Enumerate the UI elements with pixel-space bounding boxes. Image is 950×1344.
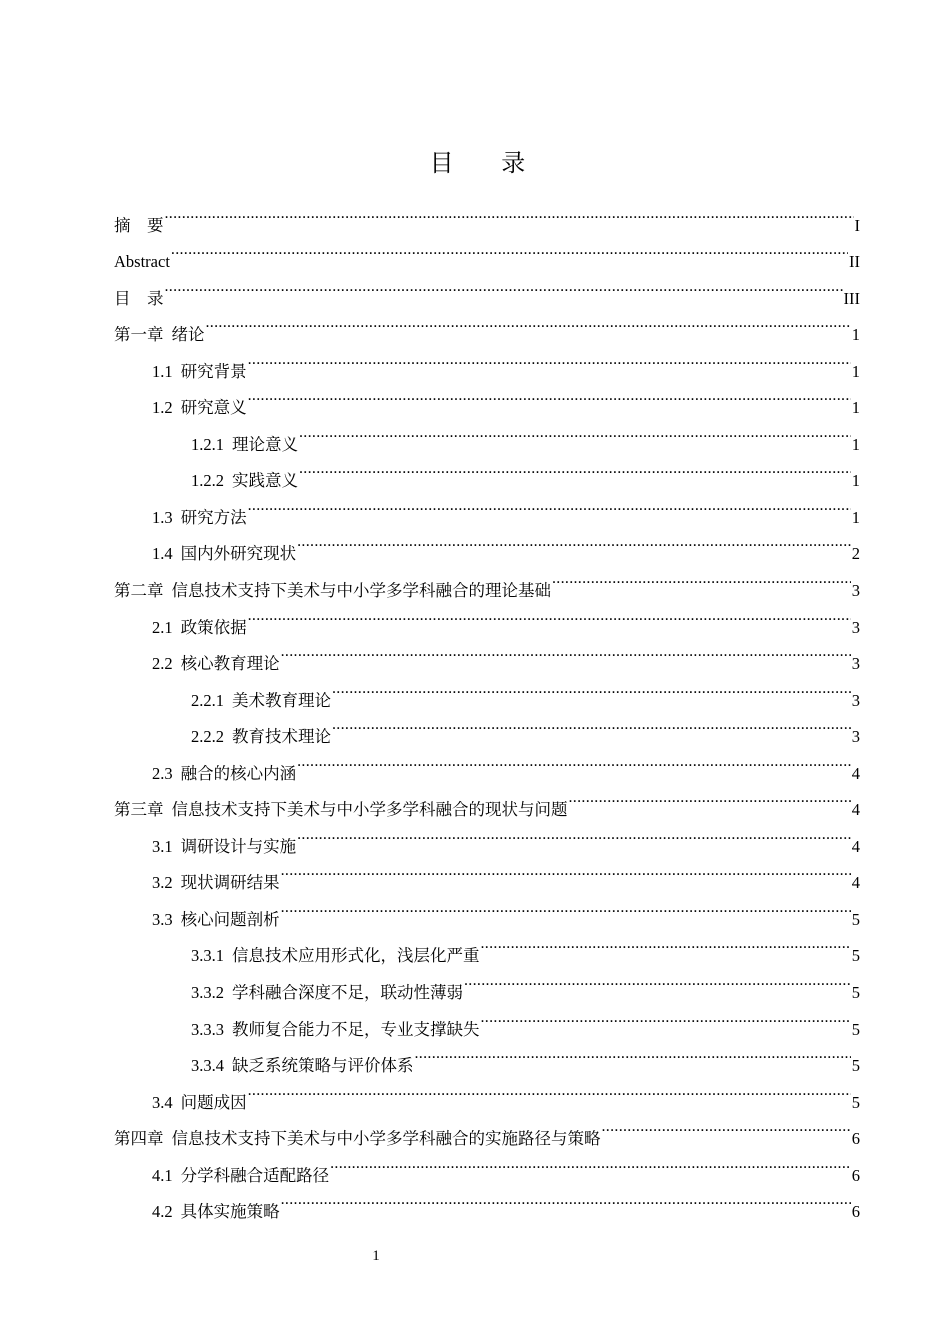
toc-entry[interactable] (114, 231, 860, 272)
toc-entry-page: 4 (851, 763, 860, 783)
toc-entry-label: 美术教育理论 (232, 690, 331, 710)
toc-entry-label: 国内外研究现状 (180, 544, 297, 564)
toc-dot-leader (206, 304, 851, 341)
toc-entry-number: 3.3.4 (191, 1056, 224, 1076)
toc-dot-leader (481, 998, 851, 1035)
toc-entry-number: 1.2 (152, 398, 173, 418)
toc-entry[interactable] (114, 194, 860, 235)
toc-entry-label: 调研设计与实施 (180, 836, 297, 856)
toc-entry[interactable] (114, 267, 860, 308)
toc-entry-number: 2.3 (152, 763, 173, 783)
toc-dot-leader (248, 340, 851, 377)
toc-entry-label: 政策依据 (180, 617, 247, 637)
toc-entry-label: 核心教育理论 (180, 654, 280, 674)
toc-entry-number: 第二章 (114, 581, 164, 601)
toc-entry-number: 1.2.2 (191, 471, 224, 491)
toc-list (114, 194, 860, 1222)
toc-entry-page: 3 (851, 727, 860, 747)
toc-entry-number: 2.2.1 (191, 690, 224, 710)
toc-dot-leader (569, 779, 851, 816)
toc-entry-label: Abstract (114, 252, 170, 272)
toc-dot-leader (248, 486, 851, 523)
toc-entry-page: 5 (851, 983, 860, 1003)
toc-dot-leader (165, 194, 854, 231)
toc-dot-leader (552, 559, 851, 596)
toc-entry-number: 3.3.1 (191, 946, 224, 966)
toc-entry-number: 第三章 (114, 800, 164, 820)
toc-dot-leader (281, 852, 851, 889)
toc-entry-label: 理论意义 (232, 434, 298, 454)
toc-dot-leader (281, 888, 851, 925)
toc-dot-leader (481, 925, 851, 962)
toc-entry-page: 5 (851, 1092, 860, 1112)
toc-entry-number: 1.3 (152, 507, 173, 527)
toc-dot-leader (297, 742, 851, 779)
toc-dot-leader (297, 523, 851, 560)
toc-entry-page: 4 (851, 873, 860, 893)
toc-entry-number: 4.1 (152, 1165, 173, 1185)
toc-entry-label: 研究背景 (180, 361, 247, 381)
toc-entry-page: 2 (851, 544, 860, 564)
toc-entry-label: 核心问题剖析 (180, 909, 280, 929)
toc-entry-number: 3.3.2 (191, 983, 224, 1003)
toc-entry-number: 4.2 (152, 1202, 173, 1222)
toc-entry-number: 3.1 (152, 836, 173, 856)
toc-entry-label: 现状调研结果 (180, 873, 280, 893)
toc-entry-label: 绪论 (171, 325, 205, 345)
toc-dot-leader (165, 267, 843, 304)
toc-entry-label: 缺乏系统策略与评价体系 (232, 1056, 414, 1076)
toc-entry-number: 2.2 (152, 654, 173, 674)
toc-dot-leader (299, 413, 851, 450)
toc-dot-leader (299, 450, 851, 487)
toc-entry-page: II (849, 252, 860, 272)
toc-entry-label: 教师复合能力不足，专业支撑缺失 (232, 1019, 480, 1039)
toc-entry[interactable] (114, 1035, 860, 1076)
toc-entry-label: 教育技术理论 (232, 727, 331, 747)
toc-entry[interactable] (114, 998, 860, 1039)
toc-entry-label: 信息技术支持下美术与中小学多学科融合的实施路径与策略 (171, 1129, 601, 1149)
toc-entry-page: 5 (851, 1056, 860, 1076)
toc-dot-leader (248, 1071, 851, 1108)
toc-entry-number: 第一章 (114, 325, 164, 345)
toc-entry-page: 3 (851, 617, 860, 637)
toc-entry[interactable] (114, 450, 860, 491)
toc-entry[interactable] (114, 340, 860, 381)
toc-entry-number: 3.4 (152, 1092, 173, 1112)
toc-entry-page: 3 (851, 690, 860, 710)
toc-entry-number: 3.3 (152, 909, 173, 929)
toc-entry-number: 3.2 (152, 873, 173, 893)
toc-dot-leader (171, 231, 848, 268)
toc-entry-page: 6 (851, 1165, 860, 1185)
toc-entry-label: 学科融合深度不足，联动性薄弱 (232, 983, 463, 1003)
toc-entry-page: III (843, 288, 860, 308)
toc-dot-leader (281, 1181, 851, 1218)
toc-entry-label: 问题成因 (180, 1092, 247, 1112)
toc-entry-number: 1.4 (152, 544, 173, 564)
toc-entry-label: 实践意义 (232, 471, 298, 491)
toc-entry-page: 1 (851, 361, 860, 381)
toc-dot-leader (415, 1035, 851, 1072)
toc-dot-leader (332, 706, 851, 743)
toc-entry-page: 1 (851, 471, 860, 491)
toc-entry-number: 第四章 (114, 1129, 164, 1149)
toc-entry-label: 摘 要 (114, 215, 164, 235)
toc-entry-number: 1.2.1 (191, 434, 224, 454)
toc-entry-label: 融合的核心内涵 (180, 763, 297, 783)
toc-entry-page: 5 (851, 1019, 860, 1039)
toc-entry-page: I (854, 215, 860, 235)
toc-entry-number: 2.1 (152, 617, 173, 637)
toc-entry-number: 3.3.3 (191, 1019, 224, 1039)
toc-entry-page: 3 (851, 581, 860, 601)
toc-entry-page: 1 (851, 325, 860, 345)
toc-entry-number: 2.2.2 (191, 727, 224, 747)
toc-entry[interactable] (114, 742, 860, 783)
toc-entry-label: 信息技术应用形式化，浅层化严重 (232, 946, 480, 966)
toc-entry-page: 1 (851, 507, 860, 527)
toc-dot-leader (281, 633, 851, 670)
toc-dot-leader (248, 596, 851, 633)
toc-entry-page: 1 (851, 434, 860, 454)
toc-entry-page: 5 (851, 909, 860, 929)
toc-entry[interactable] (114, 1071, 860, 1112)
toc-dot-leader (464, 961, 851, 998)
toc-entry[interactable] (114, 304, 860, 345)
toc-entry-page: 5 (851, 946, 860, 966)
toc-entry-label: 研究意义 (180, 398, 247, 418)
toc-entry[interactable] (114, 706, 860, 747)
toc-entry-label: 研究方法 (180, 507, 247, 527)
toc-dot-leader (248, 377, 851, 414)
toc-entry-page: 6 (851, 1129, 860, 1149)
toc-entry-page: 3 (851, 654, 860, 674)
toc-entry-label: 信息技术支持下美术与中小学多学科融合的理论基础 (171, 581, 551, 601)
toc-entry[interactable] (114, 961, 860, 1003)
toc-title: 目 录 (429, 149, 546, 177)
toc-dot-leader (332, 669, 851, 706)
toc-entry[interactable] (114, 486, 860, 527)
toc-entry-page: 4 (851, 800, 860, 820)
toc-dot-leader (602, 1108, 851, 1145)
toc-entry-label: 分学科融合适配路径 (180, 1165, 330, 1185)
toc-entry-page: 1 (851, 398, 860, 418)
toc-dot-leader (297, 815, 851, 852)
toc-entry-label: 信息技术支持下美术与中小学多学科融合的现状与问题 (171, 800, 568, 820)
toc-entry-page: 6 (851, 1202, 860, 1222)
toc-entry-number: 1.1 (152, 361, 173, 381)
toc-entry-label: 具体实施策略 (180, 1202, 280, 1222)
page-number: 1 (372, 1248, 380, 1264)
toc-entry-page: 4 (851, 836, 860, 856)
toc-dot-leader (330, 1144, 851, 1181)
toc-entry-label: 目 录 (114, 288, 164, 308)
